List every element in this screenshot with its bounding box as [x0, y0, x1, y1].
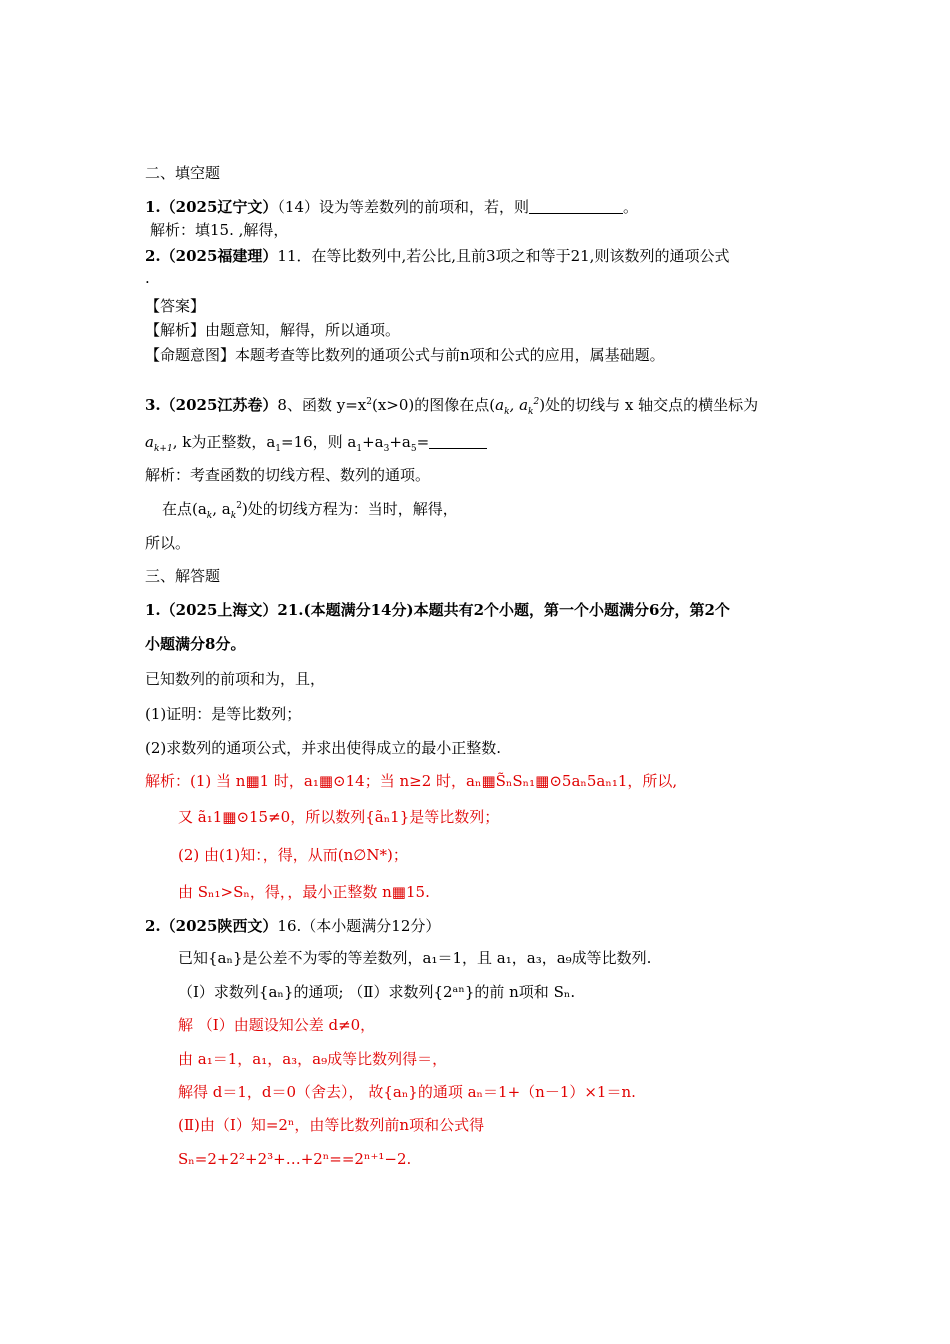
problem-2-solution-4: (Ⅱ)由（Ⅰ）知=2ⁿ，由等比数列前n项和公式得 — [178, 1116, 485, 1134]
problem-2-solution-2: 由 a₁＝1，a₁，a₃，a₉成等比数列得＝， — [178, 1050, 448, 1068]
problem-1-solution-1: 解析：(1) 当 n▦1 时，a₁▦⊙14；当 n≥2 时，aₙ▦S̃ₙSₙ₁▦⊙5aₙ5aₙ₁1，所以, — [145, 772, 678, 790]
problem-2-solution-1: 解 （Ⅰ）由题设知公差 d≠0， — [178, 1016, 376, 1034]
problem-1-title-2: 小题满分8分。 — [145, 635, 246, 653]
question-2-text: 11．在等比数列中,若公比,且前3项之和等于21,则该数列的通项公式 — [277, 247, 730, 265]
problem-2-parts: （Ⅰ）求数列{aₙ}的通项; （Ⅱ）求数列{2ᵃⁿ}的前 n项和 Sₙ. — [178, 983, 576, 1001]
problem-1-part-1: (1)证明：是等比数列； — [145, 705, 302, 723]
problem-1-title: 1.（2025上海文）21.(本题满分14分)本题共有2个小题，第一个小题满分6分，第2个 — [145, 601, 730, 619]
problem-1-source: 1.（2025上海文） — [145, 601, 278, 619]
question-2-answer-label: 【答案】 — [145, 297, 206, 315]
problem-1-solution-2: 又 ã₁1▦⊙15≠0，所以数列{ãₙ1}是等比数列； — [178, 808, 500, 826]
question-3: 3.（2025江苏卷）8、函数 $y=x^2(x>0)$的图像在点($a_k$, $a_k^2$)处的切线与 x 轴交点的横坐标为 — [145, 396, 759, 417]
question-3-source: 3.（2025江苏卷） — [145, 396, 278, 414]
problem-2-given: 已知{aₙ}是公差不为零的等差数列，a₁＝1，且 a₁，a₃，a₉成等比数列. — [178, 949, 652, 967]
question-1-text: （14）设为等差数列的前项和，若，则 — [277, 198, 530, 216]
problem-2-solution-5: Sₙ=2+2²+2³+…+2ⁿ==2ⁿ⁺¹−2. — [178, 1150, 412, 1168]
answer-blank — [529, 199, 623, 214]
question-1-end: 。 — [623, 198, 639, 216]
problem-1-given: 已知数列的前项和为，且， — [145, 670, 326, 688]
question-2-source: 2.（2025福建理） — [145, 247, 278, 265]
question-1-solution: 解析：填15. ,解得， — [150, 221, 289, 239]
question-3-line-2: $a_{k+1}$, k为正整数，$a_1=16$，则 $a_1+a_3+a_5=$ — [145, 432, 487, 452]
problem-2-title: 2.（2025陕西文）16.（本小题满分12分） — [145, 917, 441, 935]
question-2-intent: 【命题意图】本题考查等比数列的通项公式与前n项和公式的应用，属基础题。 — [145, 346, 665, 364]
question-3-solution-2: 在点($a_k$, $a_k^2$)处的切线方程为：当时，解得， — [162, 500, 458, 521]
question-3-solution-1: 解析：考查函数的切线方程、数列的通项。 — [145, 466, 431, 484]
question-2-dot: . — [145, 269, 150, 287]
question-2 — [145, 246, 729, 266]
question-1-source: 1.（2025辽宁文） — [145, 198, 278, 216]
problem-2-solution-3: 解得 d＝1，d＝0（舍去）， 故{aₙ}的通项 aₙ＝1+（n－1）×1＝n. — [178, 1083, 636, 1101]
problem-1-solution-3: (2) 由(1)知：，得，从而(n∅N*)； — [178, 846, 408, 864]
question-1 — [145, 197, 638, 217]
section-heading-fill-blank: 二、填空题 — [145, 164, 221, 182]
problem-1-part-2: (2)求数列的通项公式，并求出使得成立的最小正整数. — [145, 739, 502, 757]
question-2-analysis: 【解析】由题意知，解得，所以通项。 — [145, 321, 401, 339]
question-3-solution-3: 所以。 — [145, 534, 191, 552]
section-heading-answer: 三、解答题 — [145, 567, 221, 585]
answer-blank — [429, 434, 487, 449]
problem-1-solution-4: 由 Sₙ₁>Sₙ，得，，最小正整数 n▦15. — [178, 883, 430, 901]
problem-2-source: 2.（2025陕西文） — [145, 917, 278, 935]
